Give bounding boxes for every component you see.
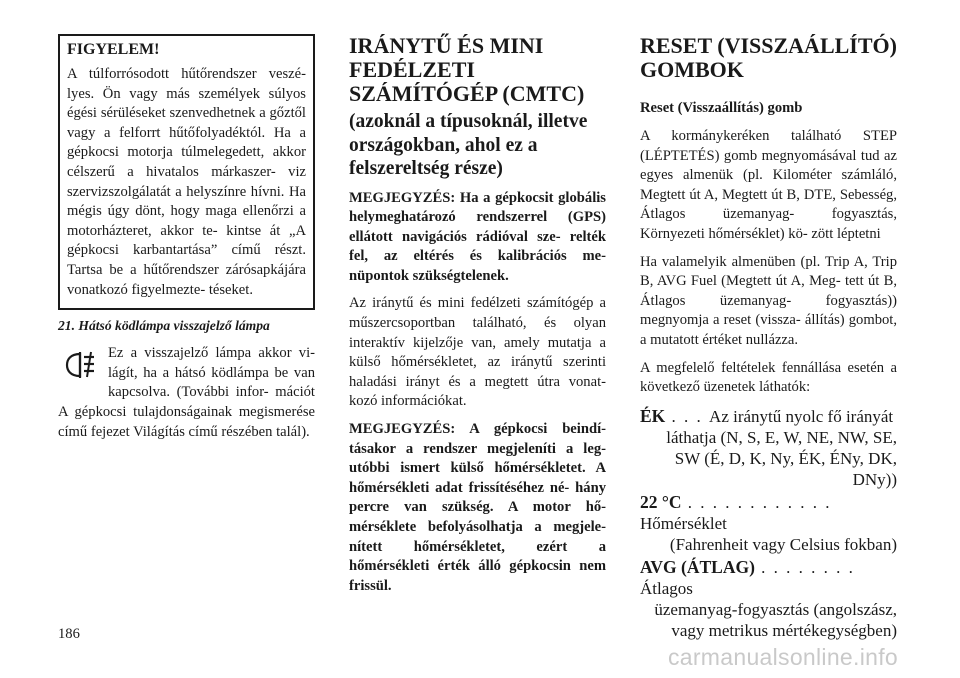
message-key: ÉK xyxy=(640,405,666,426)
message-continuation: üzemanyag-fogyasztás (angolszász, vagy metrikus mértékegységben) xyxy=(654,599,897,640)
cmtc-note-2: MEGJEGYZÉS: A gépkocsi beindí- tásakor a rendszer megjeleníti a leg- utóbbi ismert külső hőmérsékletet. A hőmérsékleti adat frissítéséhez né- hány percre van szükség. A motor hő- mérséklete befolyásolhatja a megjele- nített hőmérsékletet, ezért a hőmérsékleti érték álló gépkocsin nem frissül. xyxy=(349,421,606,594)
item-21-text: Ez a visszajelző lámpa akkor vi- lágít, ha a hátsó ködlámpa be van kapcsolva. (További infor- mációt A gépkocsi tulajdonságainak megismerése című fejezet Világítás című részében talál). xyxy=(58,345,315,440)
message-compass xyxy=(640,406,897,490)
message-leader: . . . . . . . . xyxy=(754,557,855,577)
message-key: AVG (ÁTLAG) xyxy=(640,556,755,577)
message-continuation: (Fahrenheit vagy Celsius fokban) xyxy=(669,534,897,554)
message-text: Az iránytű nyolc fő irányát xyxy=(709,406,894,426)
message-leader: . . . xyxy=(665,406,710,426)
left-column xyxy=(58,34,315,442)
reset-paragraph-3: A megfelelő feltételek fennállása esetén a következő üzenetek láthatók: xyxy=(640,359,897,396)
middle-column xyxy=(349,34,606,604)
reset-paragraph-1: A kormánykeréken található STEP (LÉPTETÉS) gomb megnyomásával tud az egyes almenük (pl. Kilométer számláló, Megtett út A, Megtett út B, DTE, Sebesség, Átlagos üzemanyag- fogyasztás, Környezeti hőmérséklet) kö- zött léptetni xyxy=(640,128,897,242)
item-21-description xyxy=(58,344,315,442)
right-column xyxy=(640,34,897,643)
message-average xyxy=(640,557,897,641)
cmtc-note-1: MEGJEGYZÉS: Ha a gépkocsit globális helymeghatározó rendszerrel (GPS) ellátott navigációs rádióval sze- relték fel, az eltérés és kalibrációs me- nüpontok szükségtelenek. xyxy=(349,189,606,284)
message-temperature xyxy=(640,492,897,555)
message-text: Hőmérséklet xyxy=(640,513,727,533)
item-21-caption: 21. Hátsó ködlámpa visszajelző lámpa xyxy=(58,318,270,334)
warning-text: A túlforrósodott hűtőrendszer veszé- lyes. Ön vagy más személyek súlyos égési sérüléseket szenvedhetnek a gőztől vagy a felforrt hűtőfolyadéktól. Ha a gépkocsi motorja túlmelegedett, akkor célszerű a hivatalos márkaszer- viz szervizszolgálatát a helyszínre hívni. Ha mégis úgy dönt, hogy maga ellenőrzi a motorházteret, akkor te- kintse át „A gépkocsi karbantartása” című részt. Tartsa be a hűtőrendszer zárósapkájára vonatkozó figyelmezte- téseket. xyxy=(67,66,306,298)
watermark: carmanualsonline.info xyxy=(667,644,898,670)
reset-subheading: Reset (Visszaállítás) gomb xyxy=(640,100,803,116)
cmtc-section-title: IRÁNYTŰ ÉS MINI FEDÉLZETI SZÁMÍTÓGÉP (CMTC) xyxy=(349,33,585,106)
message-continuation: láthatja (N, S, E, W, NE, NW, SE, SW (É, D, K, Ny, ÉK, ÉNy, DK, DNy)) xyxy=(666,427,897,489)
warning-title: FIGYELEM! xyxy=(67,41,160,58)
reset-paragraph-2: Ha valamelyik almenüben (pl. Trip A, Trip B, AVG Fuel (Megtett út A, Meg- tett út B, Átlagos üzemanyag- fogyasztás)) megnyomja a reset (vissza- állítás) gombot, a mutatott értéket nullázza. xyxy=(640,253,897,348)
reset-section-title: RESET (VISSZAÁLLÍTÓ) GOMBOK xyxy=(640,33,897,82)
cmtc-paragraph: Az iránytű és mini fedélzeti számítógép a műszercsoportban található, és olyan interaktív kijelzője van, amely mutatja a külső hőmérsékletet, az iránytű szerinti haladási irányt és a megtett útra vonat- kozó információkat. xyxy=(349,295,606,410)
warning-box xyxy=(58,34,315,310)
message-key: 22 °C xyxy=(640,491,682,512)
page-number: 186 xyxy=(58,626,80,642)
rear-fog-lamp-icon xyxy=(58,344,104,386)
cmtc-section-subtitle: (azoknál a típusoknál, illetve országokban, ahol ez a felszereltség része) xyxy=(349,111,588,179)
message-text: Átlagos xyxy=(640,578,693,598)
message-leader: . . . . . . . . . . . . xyxy=(681,492,832,512)
